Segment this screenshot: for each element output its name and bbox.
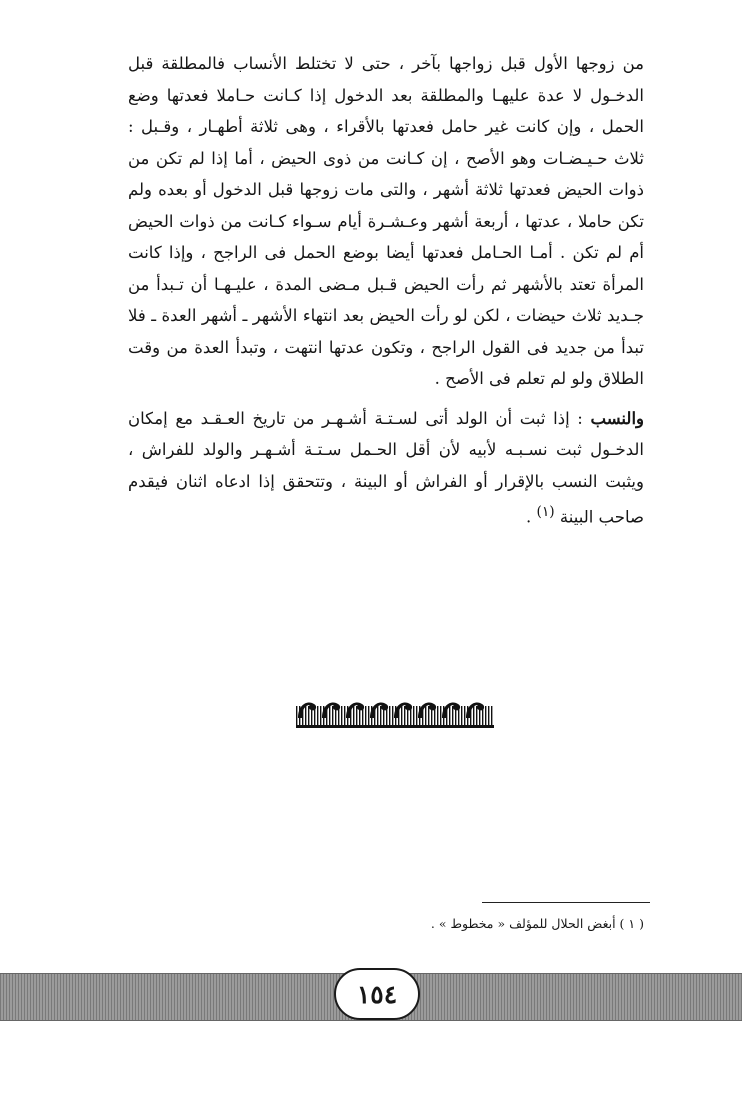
paragraph-idda: من زوجها الأول قبل زواجها بآخر ، حتى لا تختلط الأنساب فالمطلقة قبل الدخـول لا عدة عليهـا والمطلقة بعد الدخول إذا كـانت حـاملا فعدتها وضع الحمل ، وإن كانت غير حامل فعدتها بالأقراء ، وهى ثلاثة أطهـار ، وقـبل : ثلاث حـيـضـات وهو الأصح ، إن كـانت من ذوى الحيض ، أما إذا لم تكن من ذوات الحيض فعدتها ثلاثة أشهر ، والتى مات زوجها قبل الدخول أو بعده ولم تكن حاملا ، عدتها ، أربعة أشهر وعـشـرة أيام سـواء كـانت من ذوات الحيض أم لم تكن . أمـا الحـامل فعدتها أيضا بوضع الحمل فى الراجح ، وإذا كانت المرأة تعتد بالأشهر ثم رأت الحيض قـبل مـضى المدة ، عليـهـا أن تـبدأ من جـديد ثلاث حيضات ، لكن لو رأت الحيض بعد انتهاء الأشهر ـ أشهر العدة ـ فلا تبدأ من جديد فى القول الراجح ، وتكون عدتها انتهت ، وتبدأ العدة من وقت الطلاق ولو لم تعلم فى الأصح . bbox=[128, 54, 644, 388]
nasab-heading: والنسب bbox=[590, 408, 644, 428]
section-divider-ornament bbox=[296, 694, 494, 728]
footnote: ( ١ ) أبغض الحلال للمؤلف « مخطوط » . bbox=[430, 916, 644, 931]
page-number: ١٥٤ bbox=[334, 968, 420, 1020]
main-text bbox=[128, 48, 644, 533]
footnote-reference: (١) bbox=[536, 504, 555, 520]
nasab-text: : إذا ثبت أن الولد أتى لسـتـة أشـهـر من تاريخ العـقـد مع إمكان الدخـول ثبت نسـبـه لأبيه لأن أقل الحـمل سـتـة أشـهـر والولد للفراش ، ويثبت النسب بالإقرار أو الفراش أو البينة ، وتتحقق إذا ادعاه اثنان فيقدم صاحب البينة bbox=[128, 408, 644, 527]
footnote-divider bbox=[482, 902, 650, 903]
paragraph-nasab bbox=[128, 403, 644, 534]
nasab-end: . bbox=[526, 507, 537, 527]
